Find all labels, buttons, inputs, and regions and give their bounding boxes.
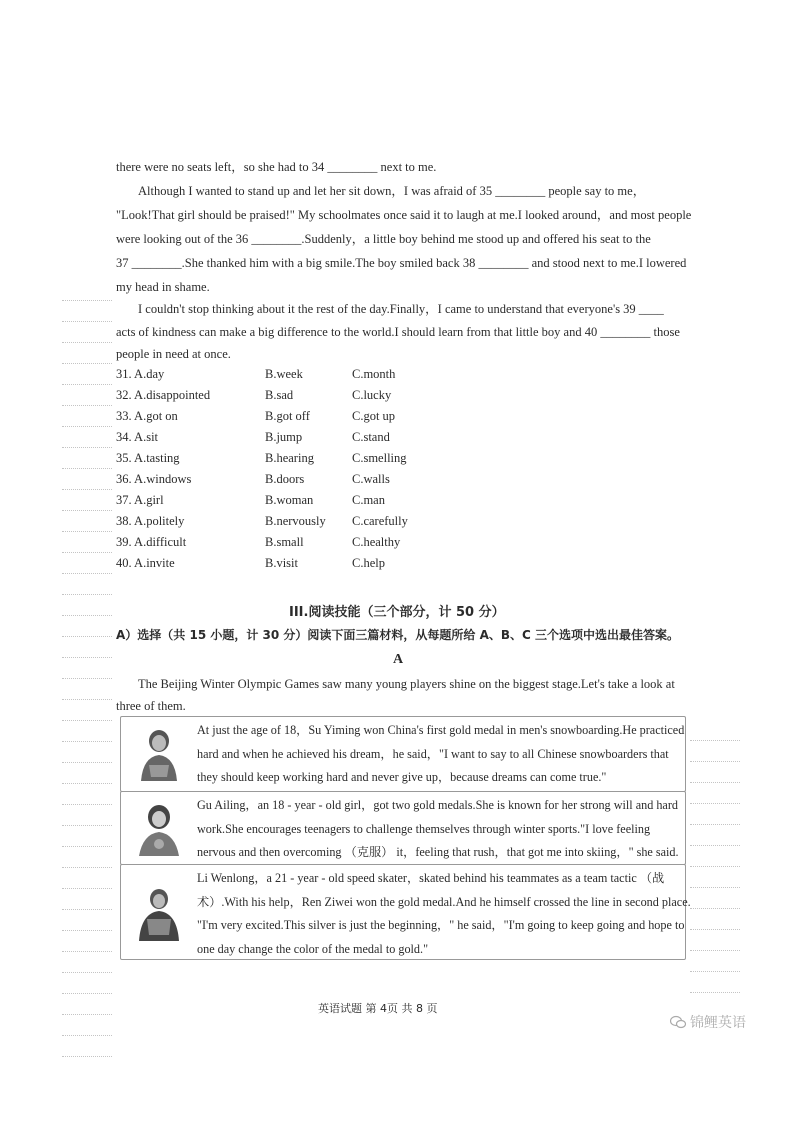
option-a: 39. A.difficult [116,535,187,549]
intro-line: three of them. [116,699,186,713]
option-b: B.sad [265,388,294,402]
dotted-rule [62,636,112,637]
dotted-rule [690,866,740,867]
option-a: 40. A.invite [116,556,175,570]
dotted-rule [62,804,112,805]
dotted-rule [62,552,112,553]
dotted-rule [62,426,112,427]
option-b: B.nervously [265,514,326,528]
option-c: C.walls [352,472,390,486]
card-line: Li Wenlong，a 21 - year - old speed skater，skated behind his teammates as a team tactic （战 [197,871,665,885]
dotted-rule [690,950,740,951]
option-b: B.woman [265,493,314,507]
dotted-rule [62,405,112,406]
dotted-rule [62,594,112,595]
dotted-rule [62,1056,112,1057]
dotted-rule [62,657,112,658]
dotted-rule [62,321,112,322]
passage-label: A [393,652,404,667]
dotted-rule [690,887,740,888]
option-b: B.doors [265,472,305,486]
page-footer: 英语试题 第 4页 共 8 页 [318,1002,438,1015]
athlete-photo-icon [135,885,183,941]
option-a: 38. A.politely [116,514,185,528]
option-b: B.small [265,535,304,549]
athlete-card [120,716,686,792]
passage-line: I couldn't stop thinking about it the rest of the day.Finally，I came to understand that everyone's 39 ____ [138,302,664,316]
athlete-photo-icon [135,800,183,856]
passage-line: there were no seats left，so she had to 34 ________ next to me. [116,160,437,174]
option-c: C.lucky [352,388,392,402]
dotted-rule [690,929,740,930]
dotted-rule [62,363,112,364]
intro-line: The Beijing Winter Olympic Games saw many young players shine on the biggest stage.Let's take a look at [138,677,675,691]
option-c: C.healthy [352,535,401,549]
dotted-rule [690,782,740,783]
option-a: 36. A.windows [116,472,192,486]
option-a: 35. A.tasting [116,451,180,465]
dotted-rule [62,993,112,994]
option-a: 33. A.got on [116,409,178,423]
dotted-rule [62,510,112,511]
dotted-rule [62,384,112,385]
dotted-rule [690,740,740,741]
dotted-rule [690,908,740,909]
dotted-rule [62,846,112,847]
dotted-rule [62,573,112,574]
dotted-rule [62,909,112,910]
option-b: B.visit [265,556,298,570]
passage-line: were looking out of the 36 ________.Suddenly，a little boy behind me stood up and offered his seat to the [116,232,651,246]
dotted-rule [62,342,112,343]
watermark-text: 锦鲤英语 [690,1015,746,1031]
passage-line: "Look!That girl should be praised!" My schoolmates once said it to laugh at me.I looked around，and most people [116,208,692,222]
dotted-rule [690,824,740,825]
dotted-rule [62,447,112,448]
dotted-rule [62,1014,112,1015]
dotted-rule [690,761,740,762]
option-c: C.month [352,367,396,381]
card-line: one day change the color of the medal to gold." [197,941,429,956]
dotted-rule [62,825,112,826]
card-text [197,719,685,790]
dotted-rule [62,489,112,490]
option-c: C.got up [352,409,396,423]
passage-line: Although I wanted to stand up and let her sit down，I was afraid of 35 ________ people say to me， [138,184,646,198]
dotted-rule [62,720,112,721]
option-a: 34. A.sit [116,430,159,444]
dotted-rule [62,300,112,301]
dotted-rule [62,741,112,742]
card-line: work.She encourages teenagers to challenge themselves through winter sports."I love feeling [197,821,651,836]
passage-line: people in need at once. [116,347,231,361]
dotted-rule [62,1035,112,1036]
dotted-rule [690,971,740,972]
dotted-rule [62,888,112,889]
option-c: C.help [352,556,385,570]
subsection-heading: A）选择（共 15 小题，计 30 分）阅读下面三篇材料，从每题所给 A、B、C 三个选项中选出最佳答案。 [116,628,679,642]
dotted-rule [62,678,112,679]
dotted-rule [62,783,112,784]
wechat-icon [670,1015,686,1029]
card-line: At just the age of 18，Su Yiming won China's first gold medal in men's snowboarding.He practiced [197,723,685,737]
option-c: C.man [352,493,385,507]
section-heading: III.阅读技能（三个部分，计 50 分） [289,605,505,620]
watermark-logo [670,1012,746,1032]
card-text [197,794,681,865]
dotted-rule [62,762,112,763]
dotted-rule [62,867,112,868]
card-text [197,867,691,961]
dotted-rule [62,468,112,469]
option-b: B.hearing [265,451,314,465]
dotted-rule [62,951,112,952]
option-b: B.week [265,367,303,381]
option-b: B.jump [265,430,303,444]
dotted-rule [690,803,740,804]
dotted-rule [690,845,740,846]
passage-line: my head in shame. [116,280,210,294]
card-line: 术）.With his help，Ren Ziwei won the gold medal.And he himself crossed the line in second place. [197,894,691,909]
athlete-card [120,791,686,865]
card-line: they should keep working hard and never give up，because dreams can come true." [197,770,607,784]
card-line: hard and when he achieved his dream，he said，"I want to say to all Chinese snowboarders that [197,746,669,761]
card-line: nervous and then overcoming （克服） it，feeling that rush，that got me into skiing，" she said. [197,845,679,859]
option-c: C.smelling [352,451,407,465]
option-b: B.got off [265,409,310,423]
dotted-rule [62,531,112,532]
option-c: C.carefully [352,514,408,528]
athlete-photo-icon [135,725,183,781]
option-c: C.stand [352,430,390,444]
dotted-rule [62,930,112,931]
dotted-rule [62,615,112,616]
athlete-card [120,864,691,960]
dotted-rule [690,992,740,993]
option-a: 32. A.disappointed [116,388,211,402]
dotted-rule [62,972,112,973]
card-line: Gu Ailing，an 18 - year - old girl，got two gold medals.She is known for her strong will and hard [197,798,678,812]
passage-line: acts of kindness can make a big difference to the world.I should learn from that little boy and 40 ________ those [116,325,680,339]
option-a: 31. A.day [116,367,165,381]
card-line: "I'm very excited.This silver is just the beginning，" he said，"I'm going to keep going and hope to [197,918,685,932]
option-a: 37. A.girl [116,493,164,507]
passage-line: 37 ________.She thanked him with a big smile.The boy smiled back 38 ________ and stood next to me.I lowered [116,256,687,270]
dotted-rule [62,699,112,700]
